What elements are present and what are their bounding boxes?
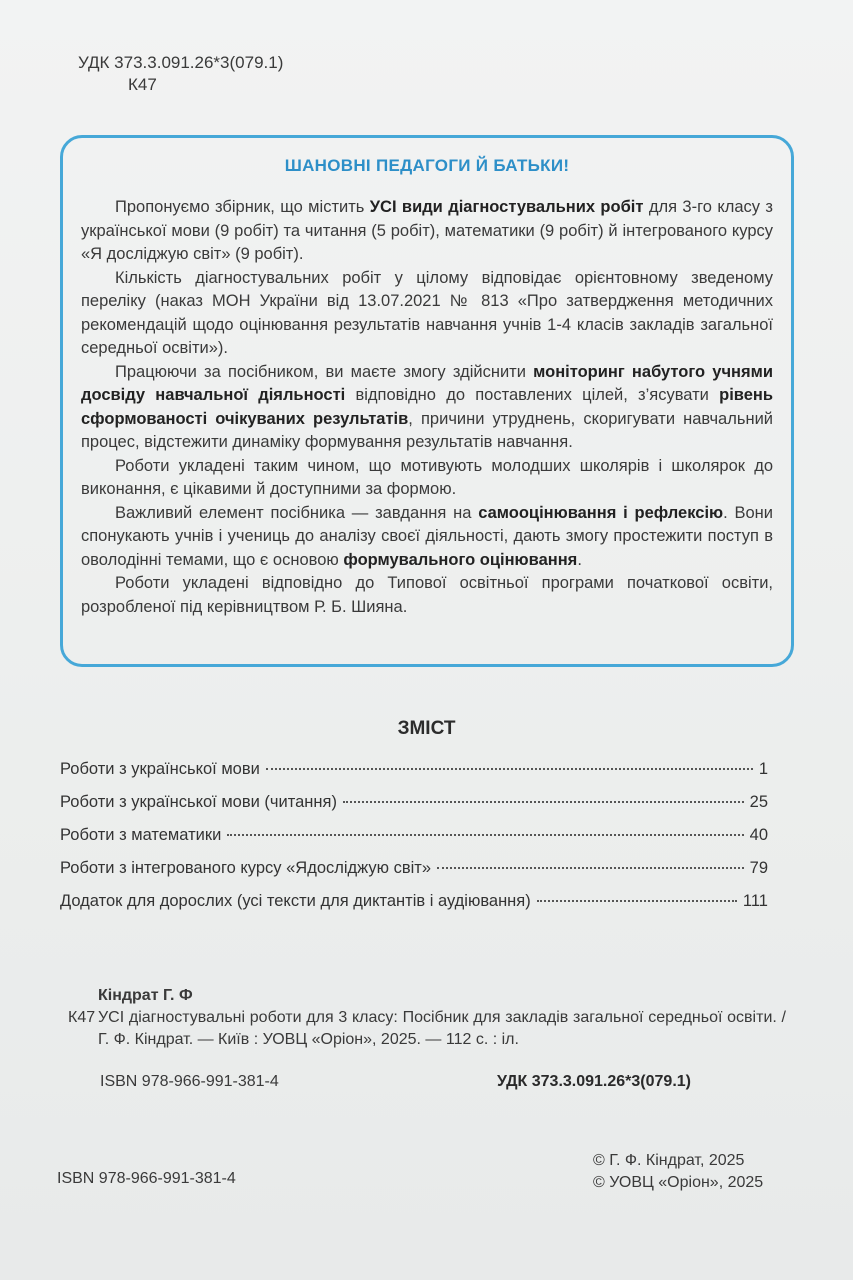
dot-leader xyxy=(437,867,744,869)
bibliographic-record xyxy=(68,985,786,1051)
toc-item-label: Роботи з української мови (читання) xyxy=(60,793,337,811)
copyright-block xyxy=(593,1150,763,1194)
dot-leader xyxy=(266,768,753,770)
emphasis: моніторинг набутого учнями досвіду навчальної діяльності xyxy=(81,362,773,404)
notice-paragraph-1 xyxy=(81,196,773,267)
udk-line: УДК 373.3.091.26*3(079.1) xyxy=(78,53,284,72)
toc-item[interactable] xyxy=(60,892,768,925)
dot-leader xyxy=(227,834,743,836)
toc-item[interactable] xyxy=(60,760,768,793)
notice-box xyxy=(60,135,794,667)
toc-item-page: 40 xyxy=(749,826,768,844)
footer-isbn: ISBN 978-966-991-381-4 xyxy=(57,1170,236,1187)
emphasis: рівень сформованості очікуваних результатів xyxy=(81,386,773,428)
emphasis: самооцінювання і рефлексію xyxy=(478,503,724,522)
notice-title: ШАНОВНІ ПЕДАГОГИ Й БАТЬКИ! xyxy=(284,156,570,175)
copyright-publisher: © УОВЦ «Оріон», 2025 xyxy=(593,1174,764,1191)
text-span: . xyxy=(577,550,582,569)
toc-item-label: Роботи з математики xyxy=(60,826,222,844)
emphasis: УСІ види діагностувальних робіт xyxy=(369,198,644,216)
toc-item-label: Роботи з української мови xyxy=(60,760,260,778)
text-span: Пропонуємо збірник, що містить xyxy=(115,198,370,216)
text-span: відповідно до поставлених цілей, з’ясувати xyxy=(345,386,720,404)
biblio-row xyxy=(68,1007,786,1051)
emphasis: формувального оцінювання xyxy=(343,550,578,569)
toc-item-page: 111 xyxy=(742,892,768,910)
notice-paragraph-3 xyxy=(81,361,773,455)
notice-paragraph-5 xyxy=(81,502,773,573)
dot-leader xyxy=(343,801,744,803)
text-span: . Вони спонукають учнів і учениць до аналізу своєї діяльності, дають змогу простежити поступ в оволодінні темами, що є основою xyxy=(81,503,774,569)
copyright-author: © Г. Ф. Кіндрат, 2025 xyxy=(593,1152,745,1169)
toc-item-page: 79 xyxy=(749,859,768,877)
dot-leader xyxy=(537,900,737,902)
isbn: ISBN 978-966-991-381-4 xyxy=(100,1073,279,1090)
notice-paragraph-2: Кількість діагностувальних робіт у цілому відповідає орієнтовному зведеному переліку (наказ МОН України від 13.07.2021 № 813 «Про затвердження методичних рекомендацій щодо оцінювання результатів навчання учнів 1-4 класів закладів загальної середньої освіти»). xyxy=(81,268,773,357)
catalog-code: К47 xyxy=(128,75,157,94)
toc-item[interactable] xyxy=(60,793,768,826)
udk-code: УДК 373.3.091.26*3(079.1) xyxy=(497,1073,691,1090)
toc-title: ЗМІСТ xyxy=(397,718,456,739)
catalog-code: К47 xyxy=(68,1009,96,1026)
toc-item-label: Роботи з інтегрованого курсу «Ядосліджую світ» xyxy=(60,859,432,877)
toc-item-page: 25 xyxy=(749,793,768,811)
text-span: Важливий елемент посібника — завдання на xyxy=(115,503,479,522)
udk-header xyxy=(78,52,283,96)
text-span: , причини утруднень, скоригувати навчальний процес, відстежити динаміку формування результатів навчання. xyxy=(81,409,773,451)
notice-paragraph-6: Роботи укладені відповідно до Типової освітньої програми початкової освіти, розробленої під керівництвом Р. Б. Шияна. xyxy=(81,574,773,616)
text-span: для 3-го класу з української мови (9 робіт) та читання (5 робіт), математики (9 робіт) й інтегрованого курсу «Я досліджую світ» (9 робіт). xyxy=(81,198,773,263)
table-of-contents xyxy=(60,760,768,925)
toc-item-page: 1 xyxy=(758,760,768,778)
toc-item[interactable] xyxy=(60,826,768,859)
toc-item[interactable] xyxy=(60,859,768,892)
notice-paragraph-4: Роботи укладені таким чином, що мотивують молодших школярів і школярок до виконання, є цікавими й доступними за формою. xyxy=(81,456,773,498)
author: Кіндрат Г. Ф xyxy=(98,987,193,1004)
text-span: Працюючи за посібником, ви маєте змогу здійснити xyxy=(115,362,534,381)
toc-item-label: Додаток для дорослих (усі тексти для диктантів і аудіювання) xyxy=(60,892,531,910)
biblio-description: УСІ діагностувальні роботи для 3 класу: Посібник для закладів загальної середньої освіти. / Г. Ф. Кіндрат. — Київ : УОВЦ «Оріон», 2025. — 112 с. : іл. xyxy=(98,1009,786,1048)
